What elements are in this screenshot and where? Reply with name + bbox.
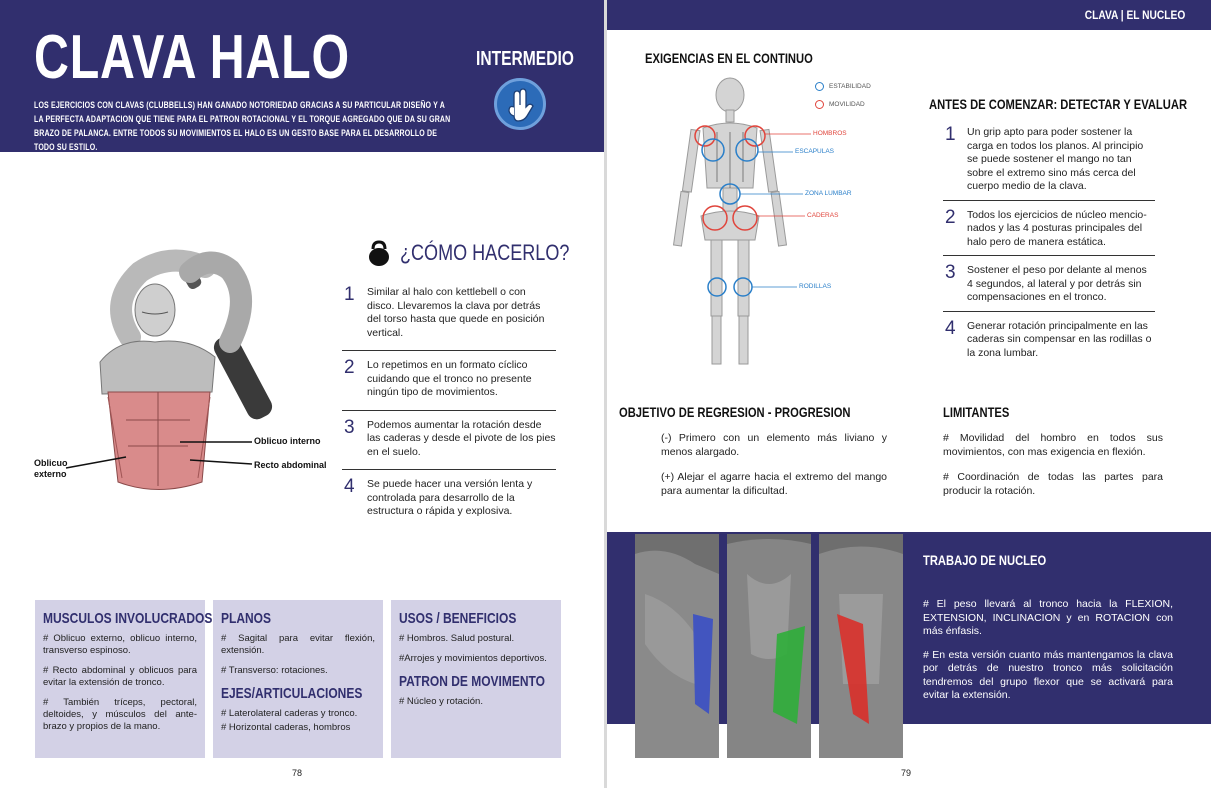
label-rodillas: RODILLAS (799, 283, 832, 290)
box-item: # Núcleo y rotación. (399, 696, 483, 707)
box-item: # Horizontal caderas, hombros (221, 722, 351, 733)
list-item (943, 206, 1155, 257)
label-recto-abdominal: Recto abdominal (254, 460, 327, 470)
step-number: 2 (344, 357, 355, 378)
limitantes-item: # Coordinación de todas las partes para producir la rotación. (943, 471, 1163, 497)
box-title: PATRON DE MOVIMENTO (399, 673, 546, 690)
limitantes-item: # Movilidad del hombro en todos sus movimientos, con mas exigencia en flexión. (943, 432, 1163, 458)
trabajo-text (923, 598, 1173, 713)
list-item (342, 478, 556, 529)
list-item (943, 264, 1155, 312)
step-text: Similar al halo con kettlebell o con disco. Llevaremos la clava por detrás del torso hasta que quede en posición vertical. (367, 286, 545, 339)
how-steps (342, 286, 556, 537)
step-number: 4 (945, 317, 956, 339)
step-number: 3 (344, 416, 355, 438)
box-title: PLANOS (221, 610, 272, 627)
step-text: Lo repetimos en un formato cíclico cuidando que el tronco no presente ningún tipo de movimientos. (367, 359, 532, 398)
legend-label: MOVILIDAD (829, 101, 865, 108)
box-item: # Oblicuo externo, oblicuo interno, transverso espinoso. (43, 633, 197, 656)
step-text: Se puede hacer una versión lenta y controlada para desarrollo de la estructura o rápida y explosiva. (367, 478, 533, 517)
step-number: 1 (344, 284, 355, 305)
page-number: 78 (292, 768, 303, 778)
objetivo-title: OBJETIVO DE REGRESION - PROGRESION (619, 404, 851, 420)
list-item (342, 416, 556, 471)
box-item: # Transverso: rotaciones. (221, 665, 328, 676)
torso-illustration (30, 242, 330, 502)
step-number: 1 (945, 124, 956, 145)
exigencias-title: EXIGENCIAS EN EL CONTINUO (645, 50, 813, 66)
step-number: 2 (945, 206, 956, 228)
page-title: CLAVA HALO (34, 23, 350, 92)
label-oblicuo-interno: Oblicuo interno (254, 436, 321, 446)
trabajo-item: # En esta versión cuanto más mantengamos la clava por detrás de nuestro tronco más solicitación tendremos del grupo flexor que se activará para evitar la extensión. (923, 648, 1173, 701)
box-item: # También tríceps, pectoral, deltoides, y músculos del ante-brazo y propios de la mano. (43, 697, 197, 732)
step-text: Sostener el peso por delante al menos 4 segundos, al lateral y por detrás sin compensaciones en el tronco. (967, 264, 1147, 303)
label-hombros: HOMBROS (813, 130, 847, 137)
antes-steps (943, 126, 1155, 374)
trabajo-item: # El peso llevará al tronco hacia la FLEXION, EXTENSION, INCLINACION y en ROTACION con más énfasis. (923, 598, 1173, 637)
right-page (607, 0, 1211, 788)
torso-photo-front (819, 534, 903, 758)
legend-movilidad (815, 100, 865, 109)
list-item (943, 317, 1155, 367)
label-zona-lumbar: ZONA LUMBAR (805, 190, 852, 197)
step-number: 4 (344, 476, 355, 497)
list-item (943, 126, 1155, 201)
right-header (607, 0, 1211, 30)
box-planos (213, 600, 383, 758)
box-title: EJES/ARTICULACIONES (221, 685, 363, 702)
label-caderas: CADERAS (807, 212, 839, 219)
skeleton-diagram (665, 70, 875, 380)
objetivo-item: (-) Primero con un elemento más liviano y menos alargado. (661, 432, 887, 458)
trabajo-title: TRABAJO DE NUCLEO (923, 552, 1047, 568)
box-item: # Sagital para evitar flexión, extensión. (221, 633, 375, 656)
legend-estabilidad (815, 82, 871, 91)
torso-photo-oblique (635, 534, 719, 758)
list-item (342, 286, 556, 351)
section-header: CLAVA | EL NUCLEO (1084, 8, 1185, 22)
label-oblicuo-externo: Oblicuo externo (34, 458, 68, 479)
intro-text: LOS EJERCICIOS CON CLAVAS (CLUBBELLS) HAN GANADO NOTORIEDAD GRACIAS A SU PARTICULAR DISEÑO Y A LA PERFECTA ADAPTACION QUE TIENE PARA EL PATRON ROTACIONAL Y EL TORQUE AGREGADO QUE DA SU GRAN BRAZO DE PALANCA. ENTRE TODOS SU MOVIMIENTOS EL HALO ES UN GESTO BASE PARA EL DESARROLLO DE TODO SU ESTILO. (34, 100, 451, 152)
legend-label: ESTABILIDAD (829, 83, 871, 90)
torso-photo-back (727, 534, 811, 758)
circle-icon (815, 100, 824, 109)
hand-icon (494, 78, 546, 130)
circle-icon (815, 82, 824, 91)
page-number: 79 (901, 768, 912, 778)
step-text: Un grip apto para poder sostener la carga en todos los planos. Al principio se puede sostener el mango no tan sobre el extremo sino más cerca del cuerpo medio de la clava. (967, 126, 1144, 192)
label-escapulas: ESCAPULAS (795, 148, 835, 155)
step-text: Podemos aumentar la rotación desde las caderas y desde el pivote de los pies en el suelo. (367, 418, 556, 458)
box-item: # Hombros. Salud postural. (399, 633, 515, 644)
list-item (342, 359, 556, 411)
antes-title: ANTES DE COMENZAR: DETECTAR Y EVALUAR (929, 96, 1188, 112)
box-usos (391, 600, 561, 758)
level-label: INTERMEDIO (476, 48, 574, 70)
step-text: Generar rotación principalmente en las caderas sin compensar en las rodillas o la zona lumbar. (967, 319, 1152, 359)
box-musculos (35, 600, 213, 758)
left-page (0, 0, 604, 788)
left-header (0, 0, 604, 152)
box-title: USOS / BENEFICIOS (399, 610, 517, 627)
box-title: MUSCULOS INVOLUCRADOS (43, 610, 213, 627)
limitantes-title: LIMITANTES (943, 404, 1010, 420)
kettlebell-icon (368, 240, 390, 271)
objetivo-item: (+) Alejar el agarre hacia el extremo del mango para aumentar la dificultad. (661, 471, 887, 497)
step-number: 3 (945, 262, 956, 283)
box-item: #Arrojes y movimientos deportivos. (399, 653, 547, 664)
how-title: ¿CÓMO HACERLO? (400, 240, 570, 265)
box-item: # Laterolateral caderas y tronco. (221, 708, 358, 719)
step-text: Todos los ejercicios de núcleo mencio-nados y las 4 posturas principales del halo pero de manera estática. (967, 208, 1147, 248)
box-item: # Recto abdominal y oblicuos para evitar la extensión de tronco. (43, 665, 197, 688)
